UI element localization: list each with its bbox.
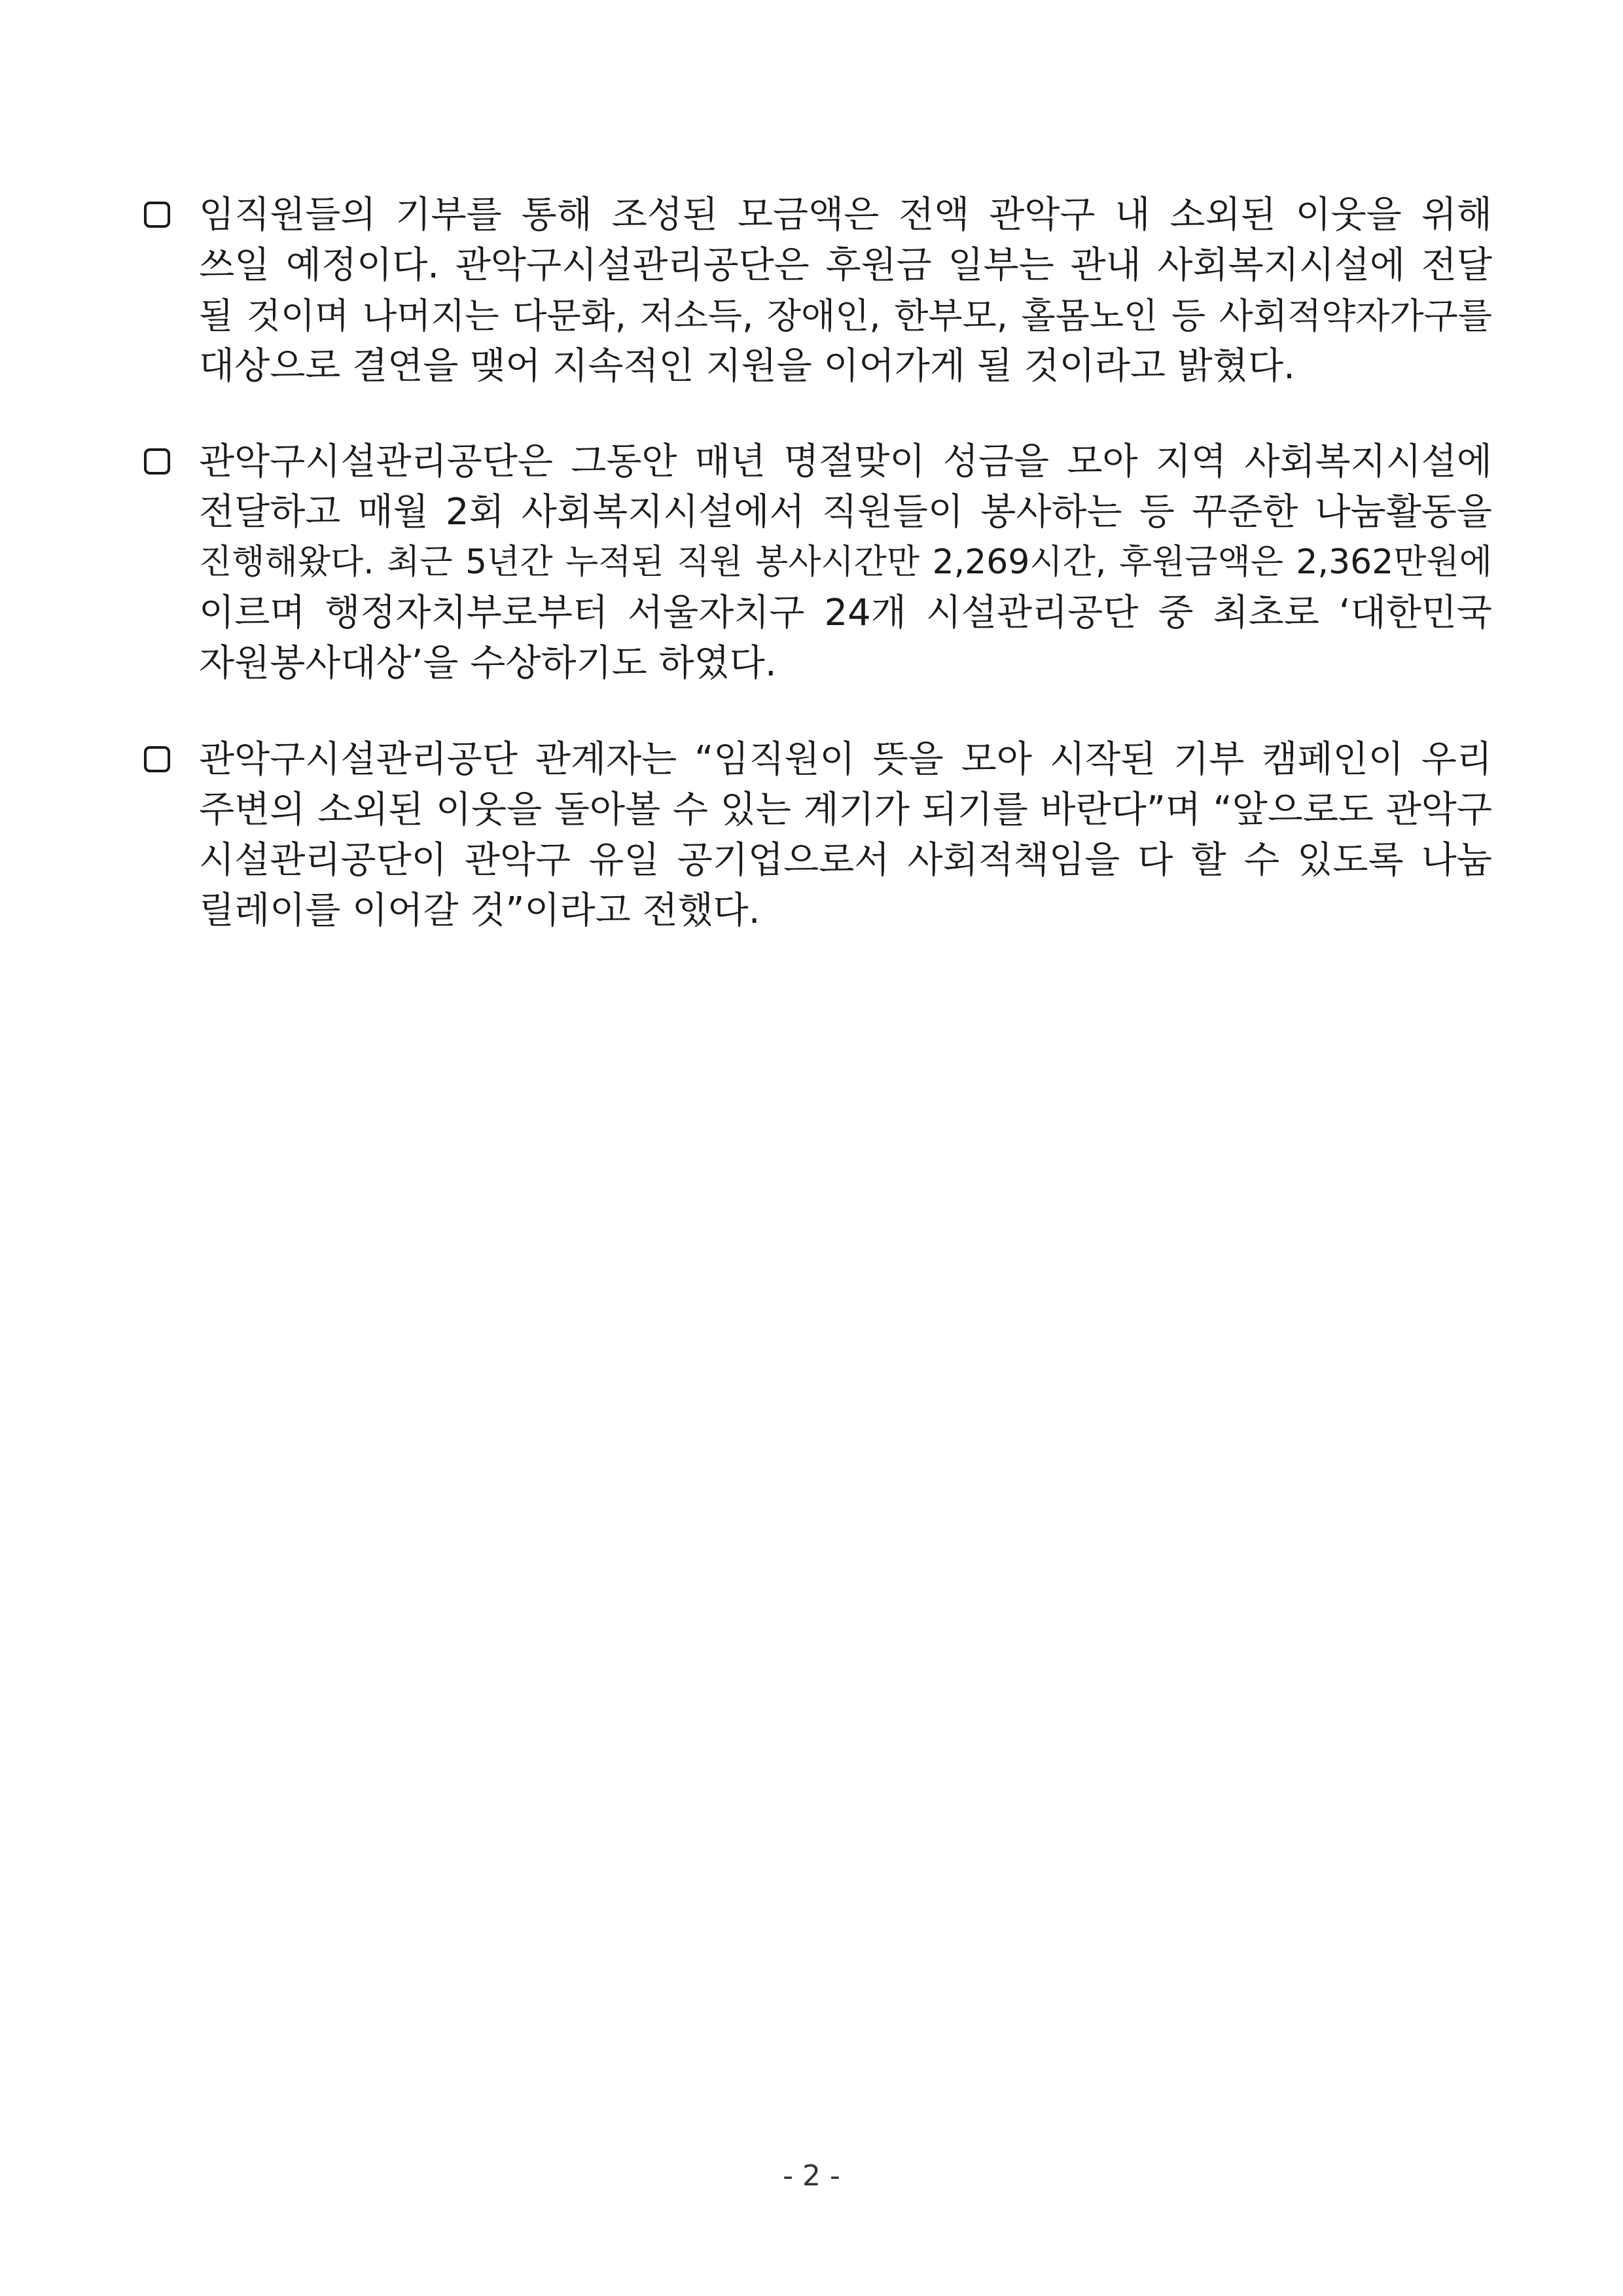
paragraph-1 [144,190,1492,391]
paragraph-line: 관악구시설관리공단은 그동안 매년 명절맞이 성금을 모아 지역 사회복지시설에 [199,440,1492,483]
paragraph-line: 임직원들의 기부를 통해 조성된 모금액은 전액 관악구 내 소외된 이웃을 위해 [199,194,1492,236]
paragraph-line: 관악구시설관리공단 관계자는 “임직원이 뜻을 모아 시작된 기부 캠페인이 우리 [199,738,1492,781]
page-number: - 2 - [783,2159,840,2193]
paragraph-line: 주변의 소외된 이웃을 돌아볼 수 있는 계기가 되기를 바란다”며 “앞으로도 관악구 [199,789,1492,831]
paragraph-line: 이르며 행정자치부로부터 서울자치구 24개 시설관리공단 중 최초로 ‘대한민국 [199,592,1492,634]
paragraph-line: 될 것이며 나머지는 다문화, 저소득, 장애인, 한부모, 홀몸노인 등 사회적약자가구를 [199,295,1492,336]
paragraph-line: 자원봉사대상’을 수상하기도 하였다. [199,642,777,685]
paragraph-line: 쓰일 예정이다. 관악구시설관리공단은 후원금 일부는 관내 사회복지시설에 전달 [199,244,1492,287]
paragraph-2 [144,437,1492,689]
paragraph-line: 진행해왔다. 최근 5년간 누적된 직원 봉사시간만 2,269시간, 후원금액은 2,362만원에 [199,543,1492,582]
paragraph-line: 대상으로 결연을 맺어 지속적인 지원을 이어가게 될 것이라고 밝혔다. [199,345,1295,387]
paragraph-line: 릴레이를 이어갈 것”이라고 전했다. [199,889,760,932]
paragraph-3 [144,734,1492,936]
paragraph-line: 시설관리공단이 관악구 유일 공기업으로서 사회적책임을 다 할 수 있도록 나눔 [199,839,1492,882]
paragraph-line: 전달하고 매월 2회 사회복지시설에서 직원들이 봉사하는 등 꾸준한 나눔활동을 [199,491,1492,533]
